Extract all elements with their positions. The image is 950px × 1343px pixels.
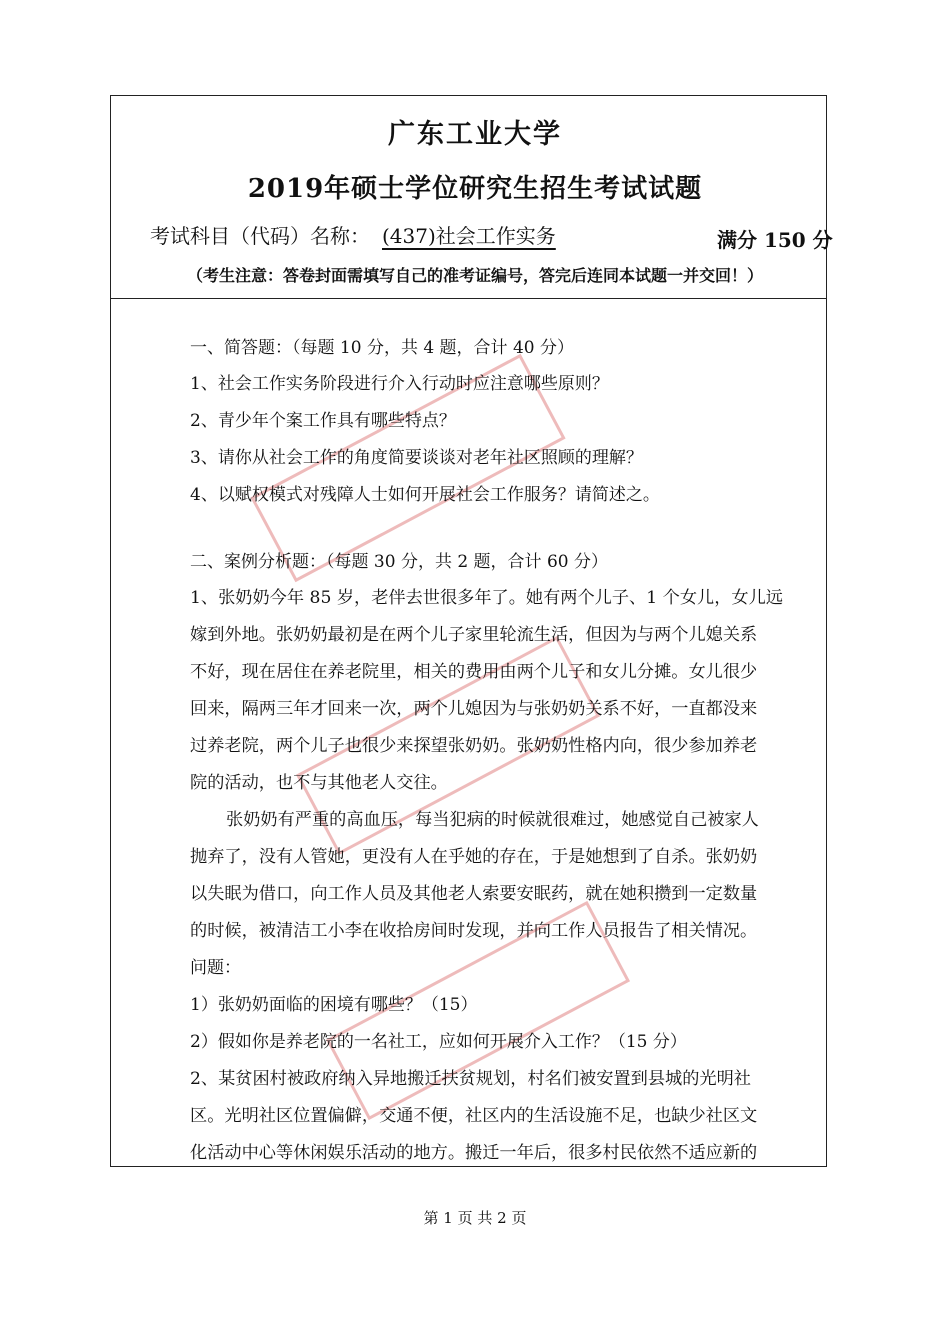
- header-divider: [110, 298, 827, 299]
- section2-heading: 二、案例分析题：（每题 30 分，共 2 题，合计 60 分）: [190, 552, 609, 572]
- exam-notice: （考生注意：答卷封面需填写自己的准考证编号，答完后连同本试题一并交回！）: [186, 266, 763, 285]
- case2-line: 2、某贫困村被政府纳入异地搬迁扶贫规划，村名们被安置到县城的光明社: [190, 1069, 751, 1089]
- exam-body: [190, 330, 802, 1172]
- section1-heading: 一、简答题：（每题 10 分，共 4 题，合计 40 分）: [190, 338, 575, 358]
- case1-question: 1）张奶奶面临的困境有哪些？（15）: [190, 995, 478, 1015]
- case1-line: 1、张奶奶今年 85 岁，老伴去世很多年了。她有两个儿子、1 个女儿，女儿远: [190, 588, 783, 608]
- case1-para2-line: 抛弃了，没有人管她，更没有人在乎她的存在，于是她想到了自杀。张奶奶: [190, 847, 758, 867]
- case1-line: 过养老院，两个儿子也很少来探望张奶奶。张奶奶性格内向，很少参加养老: [190, 736, 758, 756]
- question-item: 4、以赋权模式对残障人士如何开展社会工作服务？请简述之。: [190, 485, 660, 505]
- university-name: 广东工业大学: [388, 119, 562, 150]
- case1-para2-line: 张奶奶有严重的高血压，每当犯病的时候就很难过，她感觉自己被家人: [226, 810, 759, 830]
- subject-value: (437)社会工作实务: [382, 224, 556, 248]
- case1-question: 2）假如你是养老院的一名社工，应如何开展介入工作？（15 分）: [190, 1032, 687, 1052]
- case1-para2-line: 以失眠为借口，向工作人员及其他老人索要安眠药，就在她积攒到一定数量: [190, 884, 758, 904]
- case1-line: 嫁到外地。张奶奶最初是在两个儿子家里轮流生活，但因为与两个儿媳关系: [190, 625, 758, 645]
- questions-label: 问题：: [190, 958, 241, 978]
- page-footer: 第 1 页 共 2 页: [423, 1209, 527, 1227]
- full-mark: 满分 150 分: [717, 228, 833, 252]
- case2-line: 化活动中心等休闲娱乐活动的地方。搬迁一年后，很多村民依然不适应新的: [190, 1143, 758, 1163]
- question-item: 3、请你从社会工作的角度简要谈谈对老年社区照顾的理解？: [190, 448, 643, 468]
- subject-label: 考试科目（代码）名称：: [150, 224, 370, 248]
- case1-para2-line: 的时候，被清洁工小李在收拾房间时发现，并向工作人员报告了相关情况。: [190, 921, 758, 941]
- case1-line: 不好，现在居住在养老院里，相关的费用由两个儿子和女儿分摊。女儿很少: [190, 662, 758, 682]
- question-item: 2、青少年个案工作具有哪些特点？: [190, 411, 456, 431]
- question-item: 1、社会工作实务阶段进行介入行动时应注意哪些原则？: [190, 374, 609, 394]
- case1-line: 院的活动，也不与其他老人交往。: [190, 773, 448, 793]
- case2-line: 区。光明社区位置偏僻，交通不便，社区内的生活设施不足，也缺少社区文: [190, 1106, 758, 1126]
- case1-line: 回来，隔两三年才回来一次，两个儿媳因为与张奶奶关系不好，一直都没来: [190, 699, 758, 719]
- exam-title: 2019年硕士学位研究生招生考试试题: [247, 174, 703, 204]
